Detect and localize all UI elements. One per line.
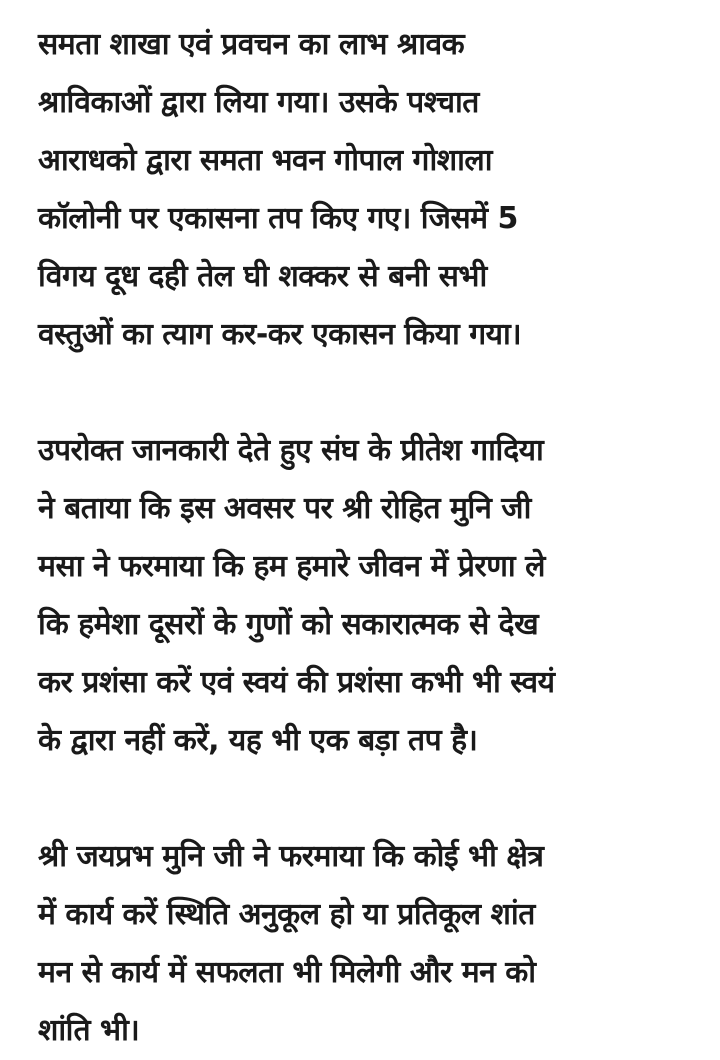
text-line: कर प्रशंसा करें एवं स्वयं की प्रशंसा कभी भी स्वयं xyxy=(38,665,555,700)
paragraph-spacer xyxy=(38,770,698,828)
text-line: वस्तुओं का त्याग कर-कर एकासन किया गया। xyxy=(38,317,522,352)
text-line: मन से कार्य में सफलता भी मिलेगी और मन को xyxy=(38,955,536,990)
text-line: कि हमेशा दूसरों के गुणों को सकारात्मक से देख xyxy=(38,607,539,642)
article-body xyxy=(38,16,698,1060)
text-line: श्री जयप्रभ मुनि जी ने फरमाया कि कोई भी क्षेत्र xyxy=(38,839,544,874)
text-line: समता शाखा एवं प्रवचन का लाभ श्रावक xyxy=(38,27,465,62)
text-line: विगय दूध दही तेल घी शक्कर से बनी सभी xyxy=(38,259,487,294)
text-line: में कार्य करें स्थिति अनुकूल हो या प्रतिकूल शांत xyxy=(38,897,535,932)
text-line: आराधको द्वारा समता भवन गोपाल गोशाला xyxy=(38,143,493,178)
paragraph-spacer xyxy=(38,364,698,422)
text-line: उपरोक्त जानकारी देते हुए संघ के प्रीतेश गादिया xyxy=(38,433,544,468)
text-line: मसा ने फरमाया कि हम हमारे जीवन में प्रेरणा ले xyxy=(38,549,545,584)
text-line: के द्वारा नहीं करें, यह भी एक बड़ा तप है। xyxy=(38,723,478,758)
text-line: श्राविकाओं द्वारा लिया गया। उसके पश्चात xyxy=(38,85,479,120)
paragraph-2 xyxy=(38,422,698,770)
paragraph-1 xyxy=(38,16,698,364)
text-line: शांति भी। xyxy=(38,1013,140,1048)
text-line: ने बताया कि इस अवसर पर श्री रोहित मुनि जी xyxy=(38,491,531,526)
text-line: कॉलोनी पर एकासना तप किए गए। जिसमें 5 xyxy=(38,201,518,236)
paragraph-3 xyxy=(38,828,698,1060)
